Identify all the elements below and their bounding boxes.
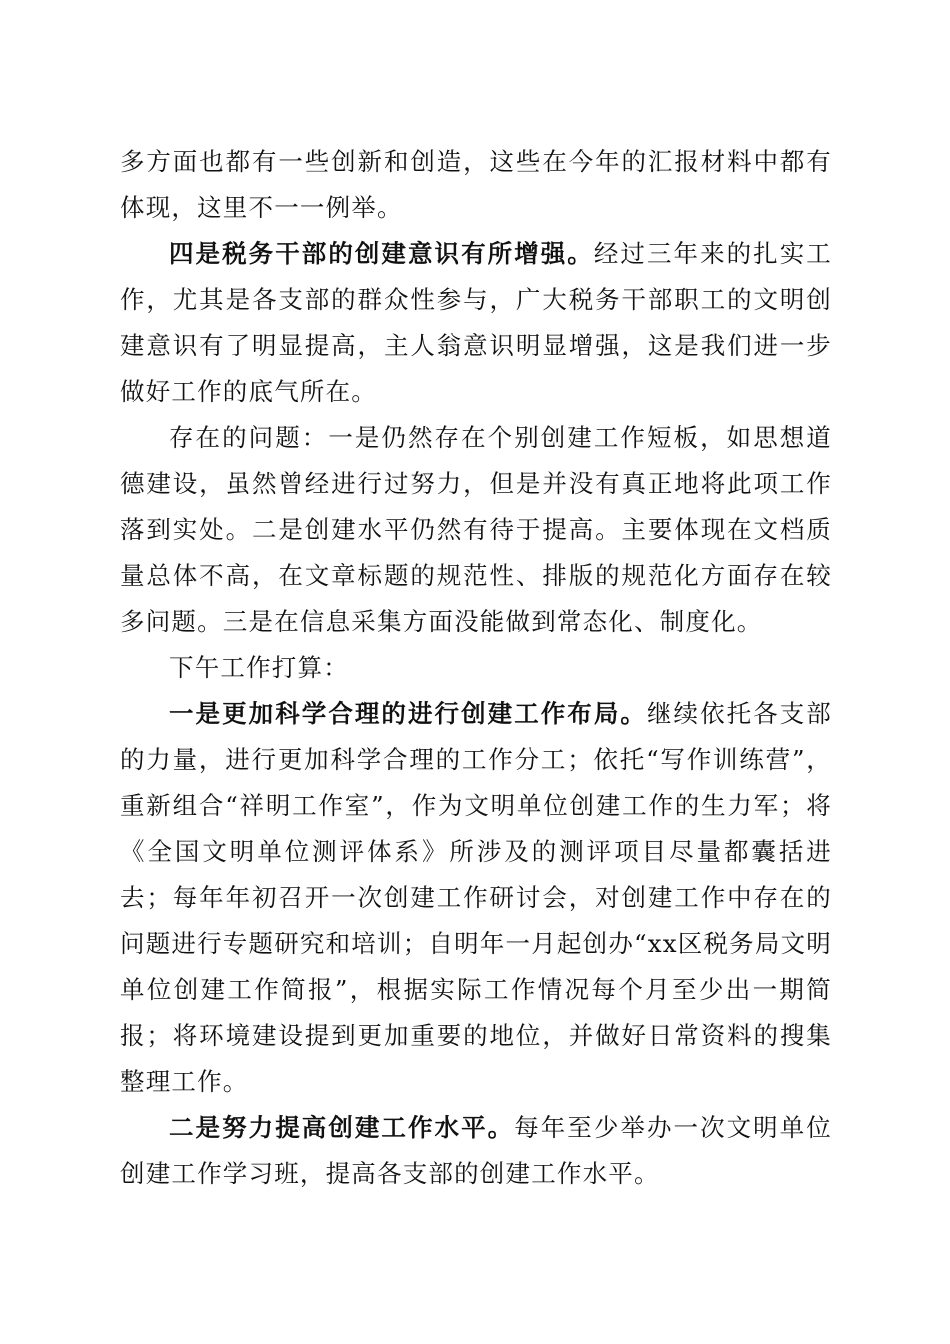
paragraph-text: 经过三年来的扎实工作，尤其是各支部的群众性参与，广大税务干部职工的文明创建意识有了明显提高，主人翁意识明显增强，这是我们进一步做好工作的底气所在。: [120, 239, 832, 406]
paragraph-existing-problems: [120, 415, 832, 645]
paragraph-lead: 四是税务干部的创建意识有所增强。: [169, 239, 594, 268]
paragraph-plan-layout: [120, 691, 832, 1105]
paragraph-cadre-awareness: [120, 231, 832, 415]
paragraph-text: 存在的问题：一是仍然存在个别创建工作短板，如思想道德建设，虽然曾经进行过努力，但是并没有真正地将此项工作落到实处。二是创建水平仍然有待于提高。主要体现在文档质量总体不高，在文章标题的规范性、排版的规范化方面存在较多问题。三是在信息采集方面没能做到常态化、制度化。: [120, 423, 832, 636]
paragraph-text: 每年至少举办一次文明单位创建工作学习班，提高各支部的创建工作水平。: [120, 1113, 832, 1188]
paragraph-work-plan-heading: [120, 645, 832, 691]
paragraph-lead: 一是更加科学合理的进行创建工作布局。: [169, 699, 647, 728]
paragraph-text: 继续依托各支部的力量，进行更加科学合理的工作分工；依托“写作训练营”，重新组合“祥明工作室”，作为文明单位创建工作的生力军；将《全国文明单位测评体系》所涉及的测评项目尽量都囊括进去；每年年初召开一次创建工作研讨会，对创建工作中存在的问题进行专题研究和培训；自明年一月起创办“xx区税务局文明单位创建工作简报”，根据实际工作情况每个月至少出一期简报；将环境建设提到更加重要的地位，并做好日常资料的搜集整理工作。: [120, 699, 832, 1096]
paragraph-text: 下午工作打算：: [169, 653, 349, 682]
paragraph-plan-level: [120, 1105, 832, 1197]
paragraph-continuation: [120, 139, 832, 231]
paragraph-lead: 二是努力提高创建工作水平。: [169, 1113, 515, 1142]
document-body: [120, 139, 832, 1197]
paragraph-text: 多方面也都有一些创新和创造，这些在今年的汇报材料中都有体现，这里不一一例举。: [120, 147, 832, 222]
